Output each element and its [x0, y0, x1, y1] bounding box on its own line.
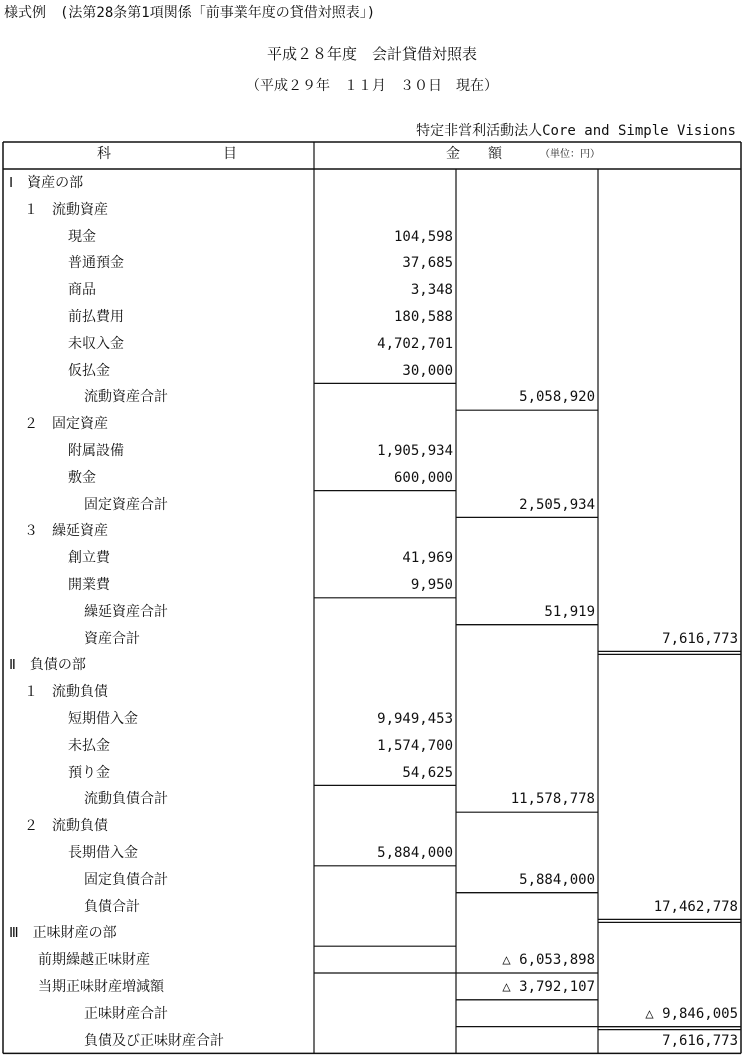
row-label: 前払費用: [68, 309, 124, 325]
row-label: 固定資産合計: [84, 496, 168, 513]
row-label: 附属設備: [68, 443, 124, 459]
row-label: 仮払金: [68, 362, 110, 379]
row-amount-col2: 51,919: [544, 603, 595, 620]
row-label: Ⅲ 正味財産の部: [9, 925, 117, 942]
row-amount-col1: 5,884,000: [377, 845, 453, 861]
row-amount-col2: 2,505,934: [519, 496, 595, 513]
row-amount-col1: 9,950: [410, 577, 453, 593]
row-amount-col1: 9,949,453: [377, 711, 453, 727]
row-amount-col2: 5,884,000: [519, 871, 595, 888]
header-amount: 金 額: [446, 146, 502, 162]
row-amount-col2: △ 3,792,107: [502, 979, 595, 995]
row-amount-col1: 104,598: [393, 228, 453, 245]
row-amount-col2: 5,058,920: [519, 389, 595, 406]
row-amount-col2: △ 6,053,898: [502, 952, 595, 969]
row-label: １ 流動負債: [24, 684, 108, 701]
row-label: 流動資産合計: [84, 389, 168, 406]
row-label: 流動負債合計: [84, 791, 168, 808]
row-label: 商品: [68, 282, 96, 299]
row-label: 正味財産合計: [84, 1005, 168, 1022]
row-label: 繰延資産合計: [84, 603, 168, 620]
row-label: 未収入金: [68, 335, 124, 352]
row-label: 負債合計: [84, 898, 140, 915]
document-title: 平成２８年度 会計貸借対照表: [266, 45, 477, 63]
row-label: Ⅱ 負債の部: [9, 657, 86, 674]
row-amount-col1: 1,905,934: [377, 443, 453, 459]
row-label: 資産合計: [84, 630, 140, 647]
row-label: ２ 流動負債: [24, 818, 108, 835]
row-amount-col1: 54,625: [402, 764, 453, 781]
row-amount-col1: 4,702,701: [377, 335, 453, 352]
row-label: 長期借入金: [68, 845, 138, 861]
row-label: 当期正味財産増減額: [38, 979, 164, 995]
row-label: 創立費: [68, 550, 110, 567]
row-label: 預り金: [68, 764, 110, 781]
row-label: 現金: [68, 228, 96, 245]
row-label: ３ 繰延資産: [24, 523, 108, 540]
document-date: （平成２９年 １１月 ３０日 現在）: [246, 78, 498, 94]
row-label: 固定負債合計: [84, 871, 168, 888]
row-label: 未払金: [68, 737, 110, 754]
row-label: ２ 固定資産: [24, 416, 108, 433]
row-amount-col3: △ 9,846,005: [645, 1005, 738, 1022]
row-amount-col1: 180,588: [393, 309, 453, 325]
row-label: 短期借入金: [68, 711, 138, 727]
form-note: 様式例 (法第28条第1項関係「前事業年度の貸借対照表」): [4, 5, 376, 21]
row-label: 開業費: [68, 577, 110, 593]
row-amount-col3: 7,616,773: [662, 630, 738, 647]
row-amount-col1: 3,348: [410, 282, 453, 299]
organization-name: 特定非営利活動法人Core and Simple Visions: [416, 123, 736, 139]
row-amount-col1: 37,685: [402, 255, 453, 272]
row-amount-col3: 7,616,773: [662, 1032, 738, 1049]
row-amount-col2: 11,578,778: [510, 791, 595, 808]
row-label: 普通預金: [68, 255, 124, 272]
row-amount-col1: 41,969: [402, 550, 453, 567]
row-label: 前期繰越正味財産: [38, 952, 150, 969]
header-unit: （単位：円）: [540, 149, 600, 160]
row-label: 負債及び正味財産合計: [84, 1032, 224, 1049]
row-amount-col1: 30,000: [402, 362, 453, 379]
row-label: １ 流動資産: [24, 201, 108, 218]
row-amount-col1: 600,000: [393, 469, 453, 486]
row-label: 敷金: [68, 469, 96, 486]
row-amount-col3: 17,462,778: [653, 898, 738, 915]
row-amount-col1: 1,574,700: [377, 737, 453, 754]
row-label: Ⅰ 資産の部: [9, 175, 84, 191]
header-subject: 科 目: [97, 146, 237, 162]
